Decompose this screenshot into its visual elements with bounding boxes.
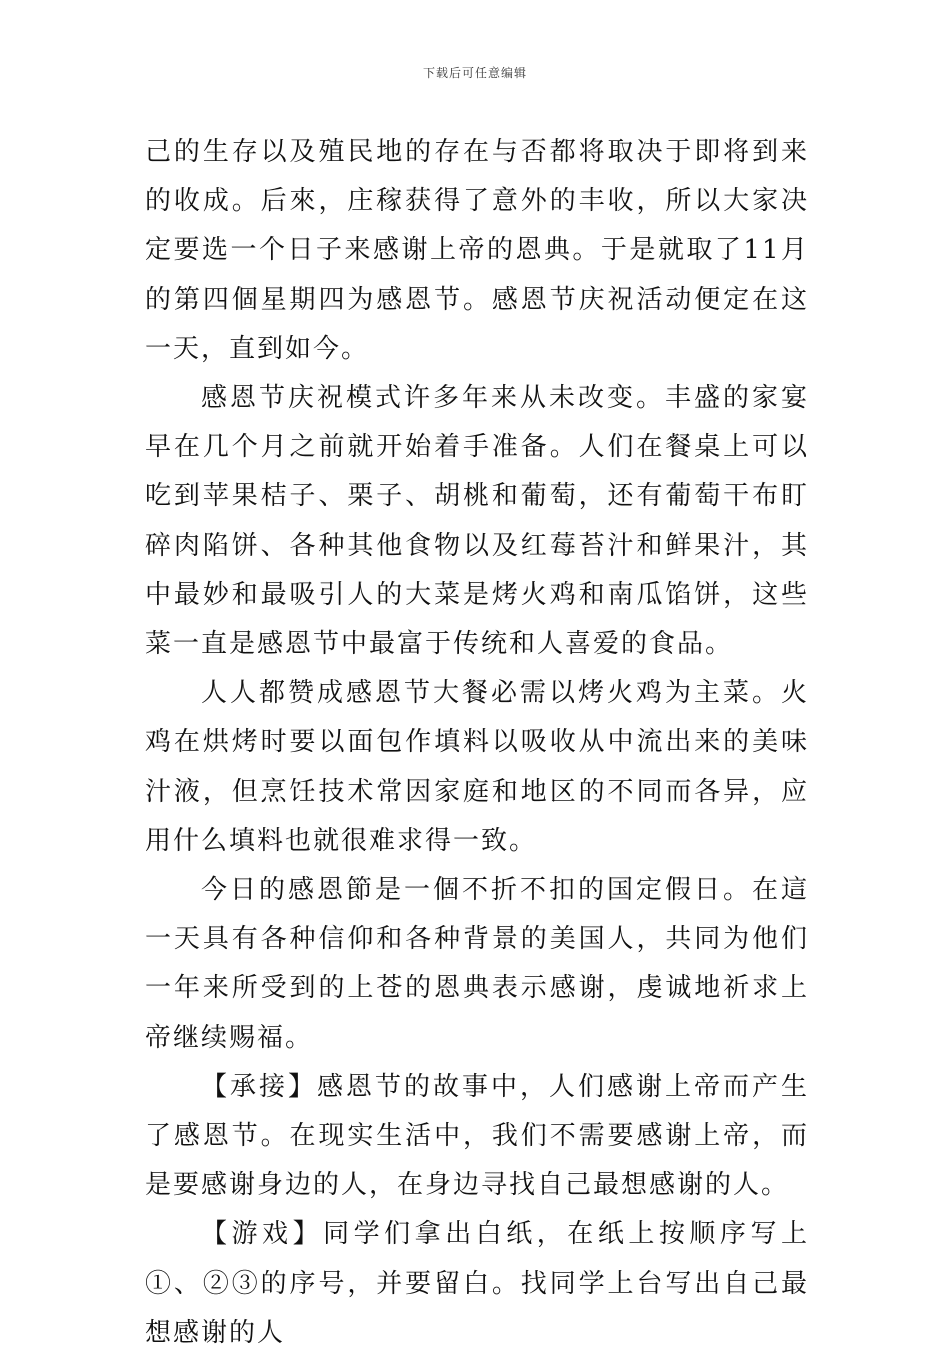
page-header: 下载后可任意编辑 [422,66,527,80]
paragraph-1: 己的生存以及殖民地的存在与否都将取决于即将到来的收成。后來，庄稼获得了意外的丰收，所以大家决定要选一个日子来感谢上帝的恩典。于是就取了11月的第四個星期四为感恩节。感恩节庆祝活动便定在这一天，直到如今。 [145,137,809,364]
paragraph-2: 感恩节庆祝模式许多年来从未改变。丰盛的家宴早在几个月之前就开始着手准备。人们在餐桌上可以吃到苹果桔子、栗子、胡桃和葡萄，还有葡萄干布盯碎肉陷饼、各种其他食物以及红莓苔汁和鲜果汁，其中最妙和最吸引人的大菜是烤火鸡和南瓜馅饼，这些菜一直是感恩节中最富于传统和人喜爱的食品。 [145,383,809,660]
paragraph-4: 今日的感恩節是一個不折不扣的国定假日。在這一天具有各种信仰和各种背景的美国人，共同为他们一年来所受到的上苍的恩典表示感谢，虔诚地祈求上帝继续赐福。 [145,875,809,1053]
paragraph-6: 【游戏】同学们拿出白纸，在纸上按顺序写上①、②③的序号，并要留白。找同学上台写出自己最想感谢的人 [145,1219,809,1348]
paragraph-3: 人人都赞成感恩节大餐必需以烤火鸡为主菜。火鸡在烘烤时要以面包作填料以吸收从中流出来的美味汁液，但烹饪技术常因家庭和地区的不同而各异，应用什么填料也就很难求得一致。 [145,678,809,856]
document-body [145,128,809,1358]
paragraph-5: 【承接】感恩节的故事中，人们感谢上帝而产生了感恩节。在现实生活中，我们不需要感谢上帝，而是要感谢身边的人，在身边寻找自己最想感谢的人。 [145,1071,809,1201]
